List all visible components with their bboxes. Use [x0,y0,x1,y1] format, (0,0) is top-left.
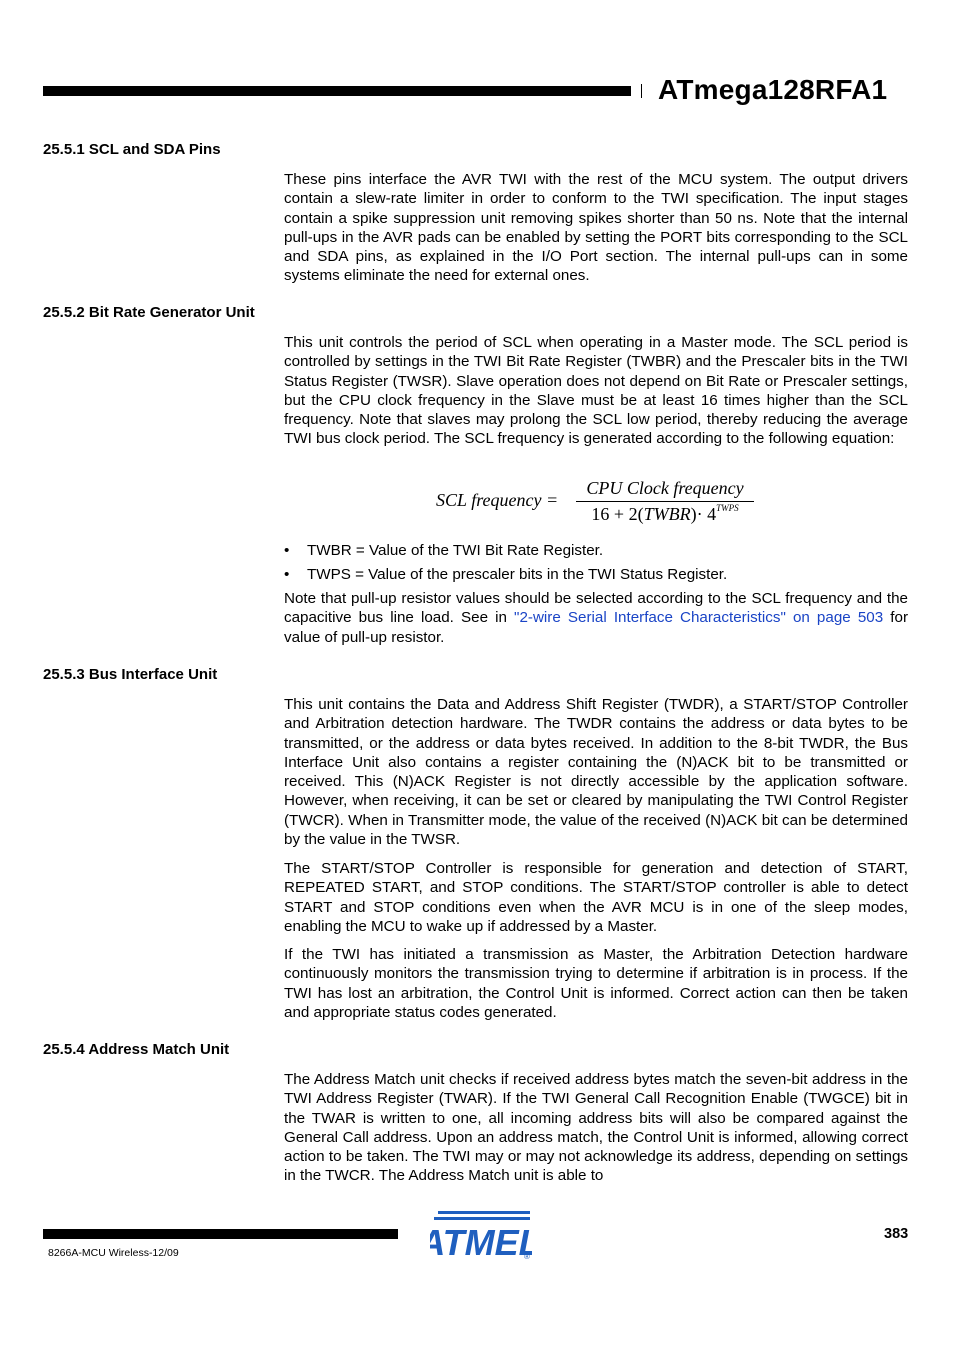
paragraph-scl-sda-pins: These pins interface the AVR TWI with the rest of the MCU system. The output drivers contain a slew-rate limiter in order to conform to the TWI specification. The input stages contain a spike suppression unit removing spikes shorter than 50 ns. Note that the internal pull-ups in the AVR pads can be enabled by setting the PORT bits corresponding to the SCL and SDA pins, as explained in the I/O Port section. The internal pull-ups can in some systems eliminate the need for external ones. [284,171,908,285]
paragraph-pullup-note [284,589,908,647]
denominator-exponent: TWPS [716,503,739,513]
logo-wordmark: TME [442,1222,519,1261]
note-text-after: for value of pull-up resistor. [284,609,908,646]
section-heading-bit-rate-generator: 25.5.2 Bit Rate Generator Unit [43,304,255,321]
section-heading-bus-interface-unit: 25.5.3 Bus Interface Unit [43,666,218,683]
list-item-text: TWBR = Value of the TWI Bit Rate Register. [307,542,604,559]
paragraph-bus-interface-1: This unit contains the Data and Address Shift Register (TWDR), a START/STOP Controller and Arbitration detection hardware. The TWDR contains the address or data bytes to be transmitted, or the address or data bytes received. In addition to the 8-bit TWDR, the Bus Interface Unit also contains a register containing the (N)ACK bit to be transmitted or received. This (N)ACK Register is not directly accessible by the application software. However, when receiving, it can be set or cleared by manipulating the TWI Control Register (TWCR). When in Transmitter mode, the value of the received (N)ACK bit can be determined by the value in the TWSR. [284,696,908,849]
denominator-suffix: )· 4 [690,504,717,524]
registered-mark: ® [524,1252,530,1261]
paragraph-bit-rate-generator: This unit controls the period of SCL when operating in a Master mode. The SCL period is controlled by settings in the TWI Bit Rate Register (TWBR) and the Prescaler bits in the TWI Status Register (TWSR). Slave operation does not depend on Bit Rate or Prescaler settings, but the CPU clock frequency in the Slave must be at least 16 times higher than the SCL frequency. Note that slaves may prolong the SCL low period, thereby reducing the average TWI bus clock period. The SCL frequency is generated according to the following equation: [284,334,908,448]
denominator-variable: TWBR [643,504,691,524]
document-id: 8266A-MCU Wireless-12/09 [48,1247,179,1259]
denominator-prefix: 16 + 2( [591,504,644,524]
section-heading-address-match-unit: 25.5.4 Address Match Unit [43,1041,230,1058]
link-2wire-characteristics[interactable]: "2-wire Serial Interface Characteristics" on page 503 [514,609,884,627]
note-text-before: Note that pull-up resistor values should be selected according to the SCL frequency and the capacitive bus line load. See in [284,590,908,627]
footer-rule [43,1229,398,1239]
bullet-icon: • [284,566,290,583]
fraction-bar [576,501,754,502]
equation-denominator [576,503,754,525]
list-item-twbr [284,541,908,560]
document-title: ATmega128RFA1 [658,74,888,105]
equation-numerator: CPU Clock frequency [586,478,744,498]
equation-lhs: SCL frequency = [436,490,559,510]
section-heading-scl-sda-pins: 25.5.1 SCL and SDA Pins [43,141,221,158]
header-divider [641,84,645,98]
page-number: 383 [884,1226,909,1242]
bullet-icon: • [284,542,290,559]
paragraph-bus-interface-2: The START/STOP Controller is responsible for generation and detection of START, REPEATED START, and STOP conditions. The START/STOP controller is able to detect START and STOP conditions even when the AVR MCU is in one of the sleep modes, enabling the MCU to wake up if addressed by a Master. [284,860,908,935]
atmel-logo [430,1209,532,1261]
scl-frequency-equation [436,474,766,524]
paragraph-bus-interface-3: If the TWI has initiated a transmission as Master, the Arbitration Detection hardware continuously monitors the transmission trying to determine if arbitration is in process. If the TWI has lost an arbitration, the Control Unit is informed. Correct action can then be taken and appropriate status codes generated. [284,946,908,1021]
paragraph-address-match: The Address Match unit checks if received address bytes match the seven-bit address in the TWI Address Register (TWAR). If the TWI General Call Recognition Enable (TWGCE) bit in the TWAR is written to one, all incoming address bits will also be compared against the General Call address. Upon an address match, the Control Unit is informed, allowing correct action to be taken. The TWI may or may not acknowledge its address, depending on settings in the TWCR. The Address Match unit is able to [284,1071,908,1185]
header-rule [43,86,631,96]
atmel-logo-graphic [430,1209,532,1261]
list-item-twps [284,565,908,584]
list-item-text: TWPS = Value of the prescaler bits in the TWI Status Register. [307,566,728,583]
